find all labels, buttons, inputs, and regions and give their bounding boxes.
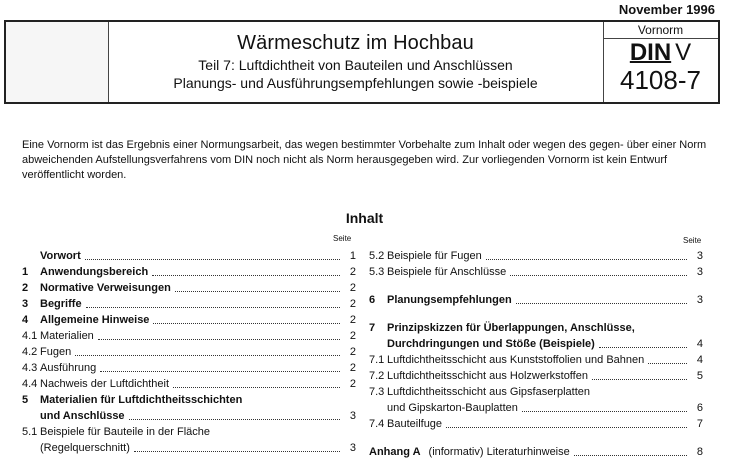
toc-entry-number: 7.4 [369, 418, 385, 430]
toc-leader-dots [599, 347, 687, 348]
toc-entry-number: 6 [369, 294, 376, 306]
toc-entry[interactable] [22, 376, 356, 392]
toc-entry-page: 2 [349, 314, 356, 326]
toc-entry-number: 5.2 [369, 250, 385, 262]
toc-leader-dots [510, 275, 687, 276]
toc-entry-page: 2 [349, 378, 356, 390]
toc-entry-page: 1 [349, 250, 356, 262]
toc-entry-page: 5 [696, 370, 703, 382]
document-subtitle-1: Teil 7: Luftdichtheit von Bauteilen und Anschlüssen [198, 57, 513, 73]
toc-entry-text: Ausführung [40, 362, 97, 374]
toc-entry-page: 7 [696, 418, 703, 430]
toc-entry[interactable] [369, 444, 703, 460]
toc-entry-number: 7.3 [369, 386, 385, 398]
toc-entry[interactable] [22, 280, 356, 296]
toc-entry-page: 3 [349, 410, 356, 422]
toc-entry-text: und Gipskarton-Bauplatten [387, 402, 518, 414]
toc-entry-number: 4 [22, 314, 29, 326]
document-header [4, 20, 720, 104]
toc-entry-number: 4.4 [22, 378, 38, 390]
toc-column-right [369, 248, 703, 460]
toc-entry-number: 5.3 [369, 266, 385, 278]
publication-date: November 1996 [618, 2, 715, 17]
din-designation [603, 40, 718, 66]
toc-leader-dots [86, 307, 340, 308]
toc-entry[interactable] [369, 352, 703, 368]
toc-entry-number: 4.2 [22, 346, 38, 358]
toc-entry-text: Begriffe [40, 298, 82, 310]
toc-entry-text: Normative Verweisungen [40, 282, 171, 294]
toc-entry-page: 2 [349, 362, 356, 374]
toc-entry[interactable] [369, 400, 703, 416]
toc-entry-text: Vorwort [40, 250, 81, 262]
toc-entry[interactable] [22, 264, 356, 280]
toc-entry-number: 5.1 [22, 426, 38, 438]
toc-leader-dots [153, 323, 340, 324]
toc-leader-dots [100, 371, 340, 372]
toc-entry-text: Beispiele für Anschlüsse [387, 266, 507, 278]
toc-leader-dots [446, 427, 687, 428]
header-left-panel [6, 22, 109, 102]
din-logo: DIN [629, 39, 672, 66]
toc-entry-text: und Anschlüsse [40, 410, 125, 422]
toc-title: Inhalt [345, 210, 384, 226]
toc-entry[interactable] [22, 344, 356, 360]
toc-entry-text: Materialien [40, 330, 94, 342]
toc-entry-number: 4.1 [22, 330, 38, 342]
vornorm-label: Vornorm [603, 22, 718, 39]
toc-entry[interactable] [22, 392, 356, 408]
toc-entry-text: Allgemeine Hinweise [40, 314, 150, 326]
toc-leader-dots [574, 455, 687, 456]
toc-entry[interactable] [369, 416, 703, 432]
din-v-marker: V [675, 39, 692, 66]
toc-leader-dots [522, 411, 687, 412]
toc-entry-page: 2 [349, 266, 356, 278]
toc-leader-dots [134, 451, 340, 452]
toc-entry[interactable] [22, 296, 356, 312]
toc-entry-number: Anhang A [369, 446, 421, 458]
toc-entry-text: Anwendungsbereich [40, 266, 149, 278]
toc-leader-dots [486, 259, 687, 260]
toc-entry-text: Beispiele für Bauteile in der Fläche [40, 426, 210, 438]
toc-entry-page: 3 [696, 294, 703, 306]
toc-entry-page: 4 [696, 338, 703, 350]
toc-entry[interactable] [22, 408, 356, 424]
toc-seite-label-left: Seite [333, 234, 352, 243]
toc-entry[interactable] [369, 248, 703, 264]
toc-entry-text: Luftdichtheitsschicht aus Holzwerkstoffen [387, 370, 588, 382]
norm-number: 4108-7 [620, 65, 701, 95]
toc-entry-number: 5 [22, 394, 29, 406]
toc-entry-page: 2 [349, 330, 356, 342]
toc-entry-text: Prinzipskizzen für Überlappungen, Anschlüsse, [387, 322, 635, 334]
toc-entry-number: 3 [22, 298, 29, 310]
toc-leader-dots [648, 363, 687, 364]
toc-entry-page: 2 [349, 282, 356, 294]
toc-entry-number: 2 [22, 282, 29, 294]
toc-entry-page: 3 [696, 250, 703, 262]
intro-paragraph: Eine Vornorm ist das Ergebnis einer Normungsarbeit, das wegen bestimmter Vorbehalte zum Inhalt oder wegen des gegen- über einer Norm abweichenden Aufstellungsverfahrens vom DIN noch nicht als Norm herausgegeben wird. Zur vorliegenden Vornorm ist kein Entwurf veröffentlicht worden. [22, 139, 707, 181]
toc-leader-dots [75, 355, 340, 356]
toc-entry-page: 4 [696, 354, 703, 366]
toc-leader-dots [85, 259, 340, 260]
toc-entry-text: Beispiele für Fugen [387, 250, 482, 262]
header-title-block [108, 22, 604, 102]
toc-entry-text: (informativ) Literaturhinweise [428, 446, 570, 458]
toc-entry[interactable] [369, 320, 703, 336]
toc-entry-page: 6 [696, 402, 703, 414]
toc-entry[interactable] [22, 328, 356, 344]
toc-entry-text: Luftdichtheitsschicht aus Kunststoffolien und Bahnen [387, 354, 645, 366]
toc-leader-dots [592, 379, 687, 380]
toc-entry-number: 7 [369, 322, 376, 334]
toc-entry-number: 7.1 [369, 354, 385, 366]
toc-entry[interactable] [22, 312, 356, 328]
toc-entry[interactable] [22, 440, 356, 456]
toc-leader-dots [98, 339, 340, 340]
toc-entry[interactable] [369, 384, 703, 400]
toc-entry[interactable] [369, 368, 703, 384]
document-title: Wärmeschutz im Hochbau [237, 32, 474, 54]
toc-leader-dots [173, 387, 340, 388]
toc-entry-text: Fugen [40, 346, 72, 358]
toc-entry-page: 2 [349, 298, 356, 310]
toc-entry-text: (Regelquerschnitt) [40, 442, 130, 454]
toc-spacer [369, 432, 703, 444]
toc-spacer [369, 308, 703, 320]
toc-entry-text: Planungsempfehlungen [387, 294, 512, 306]
norm-id-block [603, 22, 718, 102]
toc-entry-text: Bauteilfuge [387, 418, 443, 430]
toc-entry-number: 7.2 [369, 370, 385, 382]
toc-entry-page: 3 [349, 442, 356, 454]
document-subtitle-2: Planungs- und Ausführungsempfehlungen sowie -beispiele [173, 75, 538, 91]
toc-leader-dots [129, 419, 340, 420]
toc-entry-page: 2 [349, 346, 356, 358]
toc-entry[interactable] [369, 292, 703, 308]
toc-entry-page: 8 [696, 446, 703, 458]
toc-entry[interactable] [22, 360, 356, 376]
toc-entry-text: Nachweis der Luftdichtheit [40, 378, 170, 390]
toc-entry-page: 3 [696, 266, 703, 278]
toc-entry-text: Luftdichtheitsschicht aus Gipsfaserplatten [387, 386, 591, 398]
toc-seite-label-right: Seite [683, 236, 702, 245]
toc-entry-number: 1 [22, 266, 29, 278]
toc-leader-dots [152, 275, 340, 276]
toc-entry[interactable] [369, 336, 703, 352]
toc-entry-text: Durchdringungen und Stöße (Beispiele) [387, 338, 595, 350]
toc-column-left [22, 248, 356, 456]
toc-entry[interactable] [369, 264, 703, 280]
toc-entry[interactable] [22, 424, 356, 440]
toc-leader-dots [516, 303, 687, 304]
toc-leader-dots [175, 291, 340, 292]
toc-entry-text: Materialien für Luftdichtheitsschichten [40, 394, 243, 406]
toc-entry-number: 4.3 [22, 362, 38, 374]
toc-entry[interactable] [22, 248, 356, 264]
toc-spacer [369, 280, 703, 292]
